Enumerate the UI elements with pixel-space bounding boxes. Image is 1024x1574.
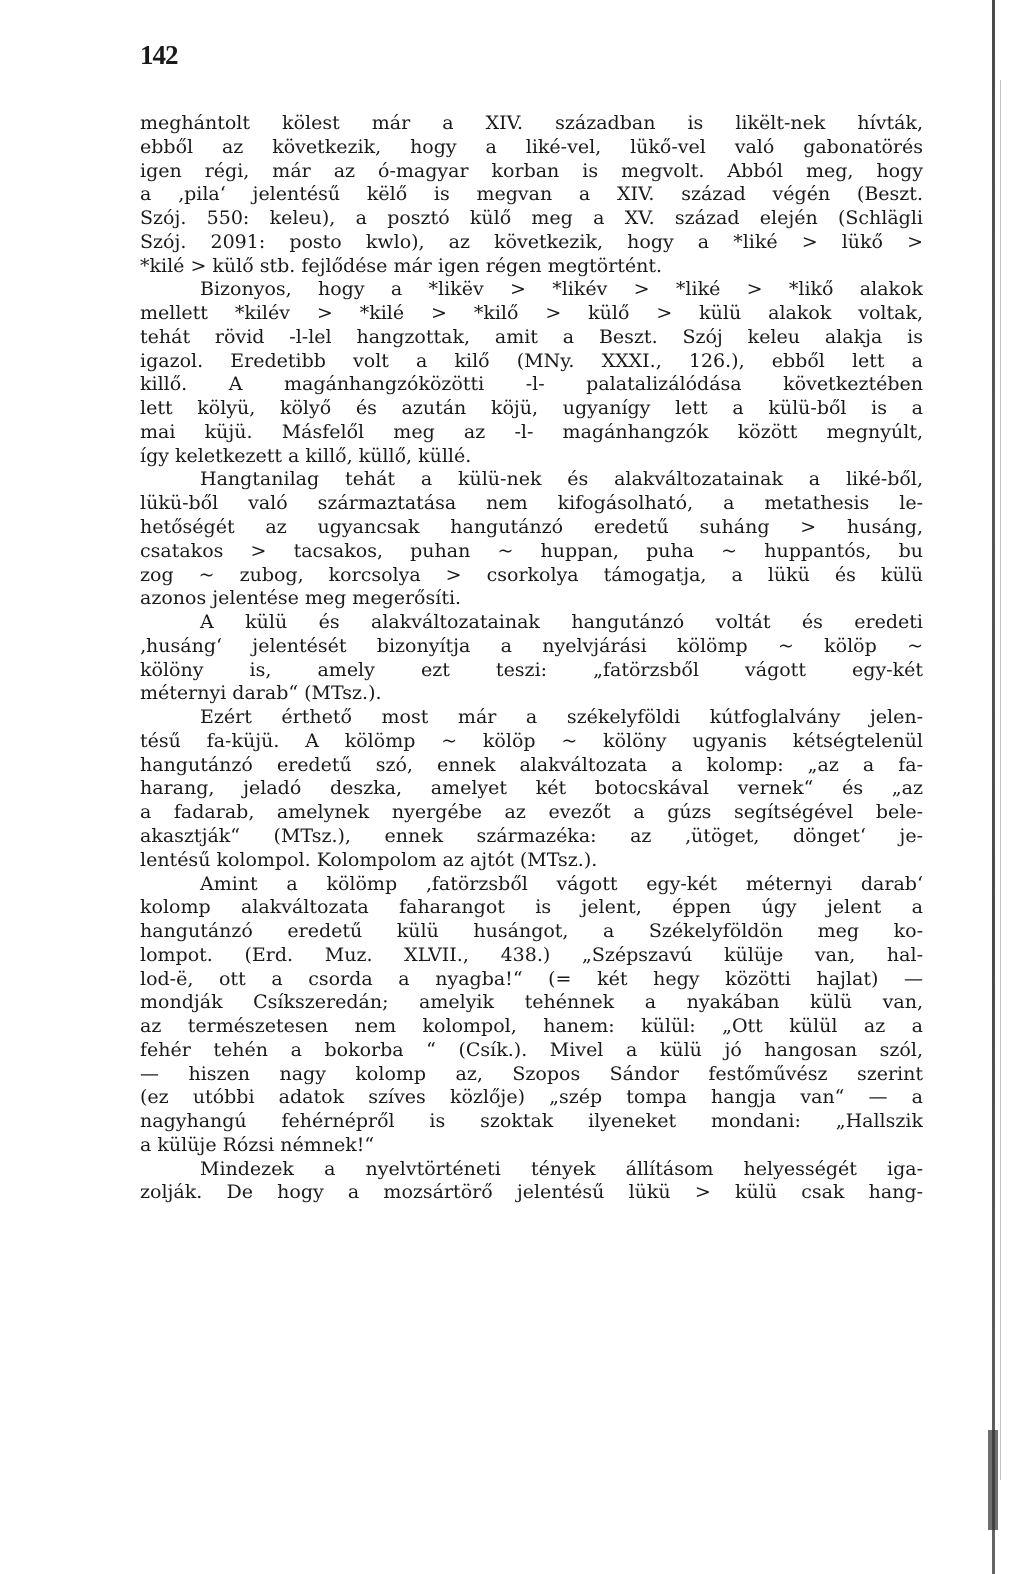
- page-edge-rule: [992, 0, 995, 1574]
- text-line: *kilé > külő stb. fejlődése már igen régen megtörtént.: [140, 254, 663, 277]
- page-edge-mark: [988, 1430, 998, 1530]
- text-line: Szój. 550: keleu), a posztó külő meg a XV. század elején (Schlägli: [140, 207, 923, 230]
- body-text: [140, 112, 923, 1205]
- text-line: Amint a kölömp ‚fatörzsből vágott egy-két méternyi darab‘: [200, 872, 923, 895]
- text-line: igen régi, már az ó-magyar korban is megvolt. Abból meg, hogy: [140, 159, 923, 182]
- page-number: 142: [140, 40, 178, 70]
- text-line: a külüje Rózsi némnek!“: [140, 1133, 375, 1156]
- text-line: (ez utóbbi adatok szíves közlője) „szép tompa hangja van“ — a: [140, 1086, 923, 1109]
- text-line: Mindezek a nyelvtörténeti tények állításom helyességét iga-: [200, 1157, 923, 1180]
- text-line: csatakos > tacsakos, puhan ~ huppan, puha ~ huppantós, bu: [140, 539, 923, 562]
- text-line: fehér tehén a bokorba “ (Csík.). Mivel a külü jó hangosan szól,: [140, 1038, 923, 1061]
- text-line: hangutánzó eredetű szó, ennek alakváltozata a kolomp: „az a fa-: [140, 753, 923, 776]
- page-edge-shadow: [1000, 80, 1001, 1480]
- text-line: mondják Csíkszeredán; amelyik tehénnek a nyakában külü van,: [140, 991, 923, 1014]
- text-line: Hangtanilag tehát a külü-nek és alakváltozatainak a liké-ből,: [200, 468, 923, 491]
- text-line: a fadarab, amelynek nyergébe az evezőt a gúzs segítségével bele-: [140, 801, 923, 824]
- text-line: harang, jeladó deszka, amelyet két botocskával vernek“ és „az: [140, 777, 923, 800]
- text-line: lompot. (Erd. Muz. XLVII., 438.) „Szépszavú külüje van, hal-: [140, 943, 923, 966]
- text-line: lod-ë, ott a csorda a nyagba!“ (= két hegy közötti hajlat) —: [140, 967, 923, 990]
- text-line: zolják. De hogy a mozsártörő jelentésű lükü > külü csak hang-: [140, 1181, 923, 1204]
- text-line: kolomp alakváltozata faharangot is jelent, éppen úgy jelent a: [140, 896, 923, 919]
- text-line: ‚husáng‘ jelentését bizonyítja a nyelvjárási kölömp ~ kölöp ~: [140, 634, 923, 657]
- text-line: killő. A magánhangzóközötti -l- palatalizálódása következtében: [140, 373, 923, 396]
- text-line: zog ~ zubog, korcsolya > csorkolya támogatja, a lükü és külü: [140, 563, 923, 586]
- text-line: Ezért érthető most már a székelyföldi kútfoglalvány jelen-: [200, 706, 923, 729]
- text-line: Bizonyos, hogy a *likëv > *likév > *liké > *likő alakok: [200, 278, 923, 301]
- text-line: nagyhangú fehérnépről is szoktak ilyeneket mondani: „Hallszik: [140, 1110, 923, 1133]
- text-line: tehát rövid -l-lel hangzottak, amit a Beszt. Szój keleu alakja is: [140, 325, 923, 348]
- text-line: mellett *kilév > *kilé > *kilő > külő > külü alakok voltak,: [140, 302, 923, 325]
- text-line: ebből az következik, hogy a liké-vel, lükő-vel való gabonatörés: [140, 135, 923, 158]
- text-line: lett kölyü, kölyő és azután köjü, ugyanígy lett a külü-ből is a: [140, 397, 923, 420]
- text-line: így keletkezett a killő, küllő, küllé.: [140, 444, 472, 467]
- text-line: kölöny is, amely ezt teszi: „fatörzsből vágott egy-két: [140, 658, 923, 681]
- text-line: igazol. Eredetibb volt a kilő (MNy. XXXI., 126.), ebből lett a: [140, 349, 923, 372]
- text-line: azonos jelentése meg megerősíti.: [140, 587, 462, 610]
- text-line: — hiszen nagy kolomp az, Szopos Sándor festőművész szerint: [140, 1062, 923, 1085]
- text-line: mai küjü. Másfelől meg az -l- magánhangzók között megnyúlt,: [140, 420, 923, 443]
- text-line: akasztják“ (MTsz.), ennek származéka: az ‚ütöget, dönget‘ je-: [140, 824, 923, 847]
- text-line: hetőségét az ugyancsak hangutánzó eredetű suháng > husáng,: [140, 516, 923, 539]
- text-line: az természetesen nem kolompol, hanem: külül: „Ott külül az a: [140, 1015, 923, 1038]
- text-line: lükü-ből való származtatása nem kifogásolható, a metathesis le-: [140, 492, 923, 515]
- text-line: Szój. 2091: posto kwlo), az következik, hogy a *liké > lükő >: [140, 230, 923, 253]
- text-line: a ‚pila‘ jelentésű këlő is megvan a XIV. század végén (Beszt.: [140, 183, 923, 206]
- text-line: meghántolt kölest már a XIV. században is likëlt-nek hívták,: [140, 112, 923, 134]
- text-line: tésű fa-küjü. A kölömp ~ kölöp ~ kölöny ugyanis kétségtelenül: [140, 729, 923, 752]
- text-line: A külü és alakváltozatainak hangutánzó voltát és eredeti: [200, 611, 923, 634]
- text-line: méternyi darab“ (MTsz.).: [140, 682, 382, 705]
- text-line: hangutánzó eredetű külü husángot, a Székelyföldön meg ko-: [140, 920, 923, 943]
- text-line: lentésű kolompol. Kolompolom az ajtót (MTsz.).: [140, 848, 598, 871]
